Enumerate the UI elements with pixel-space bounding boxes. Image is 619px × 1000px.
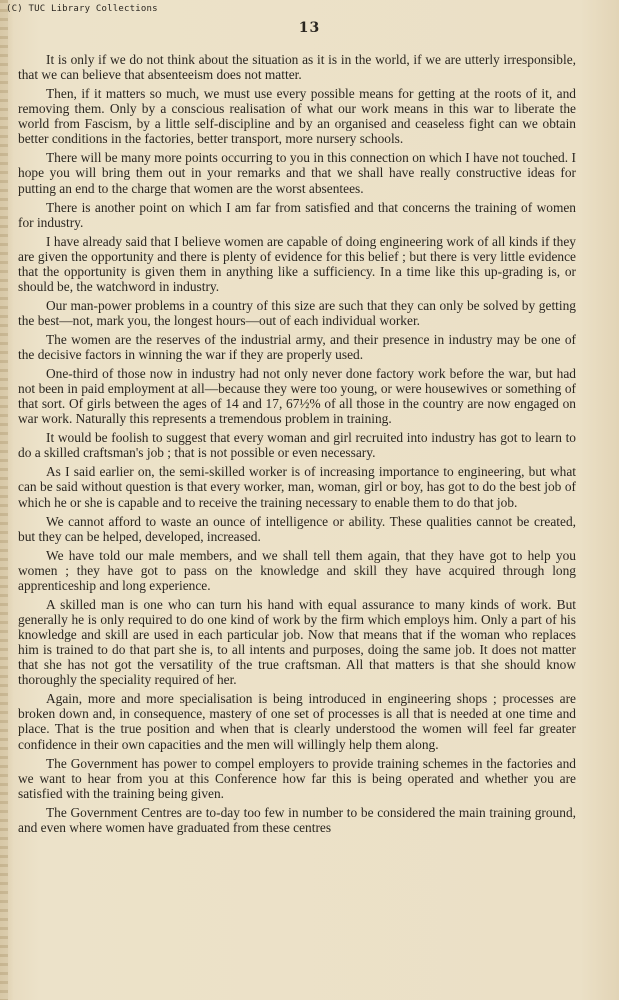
- paragraph: It is only if we do not think about the situation as it is in the world, if we are utterly irresponsible, that we can believe that absenteeism does not matter.: [18, 52, 576, 83]
- paragraph: We cannot afford to waste an ounce of intelligence or ability. These qualities cannot be created, but they can be helped, developed, increased.: [18, 513, 576, 544]
- paragraph: The women are the reserves of the industrial army, and their presence in industry may be one of the decisive factors in winning the war if they are properly used.: [18, 331, 576, 363]
- body-text: [18, 52, 576, 839]
- paragraph: As I said earlier on, the semi-skilled worker is of increasing importance to engineering, but what can be said without question is that every worker, man, woman, girl or boy, has got to do the best job of which he or she is capable and to receive the training necessary to enable them to do that job.: [18, 464, 576, 510]
- paragraph: We have told our male members, and we shall tell them again, that they have got to help you women ; they have got to pass on the knowledge and skill they have acquired through long apprenticeship and long experience.: [18, 547, 576, 593]
- paragraph: There is another point on which I am far from satisfied and that concerns the training of women for industry.: [18, 199, 576, 230]
- paragraph: One-third of those now in industry had not only never done factory work before the war, but had not been in paid employment at all—because they were too young, or were housewives or something of that sort. Of girls between the ages of 14 and 17, 67½% of all those in the country are now engaged on war work. Naturally this represents a tremendous problem in training.: [18, 366, 576, 427]
- paragraph: Again, more and more specialisation is being introduced in engineering shops ; processes are broken down and, in consequence, mastery of one set of processes is all that is needed at one time and place. That is the true position and when that is clearly understood the women will feel far greater confidence in their own capacities and the men will willingly help them along.: [18, 691, 576, 752]
- page-number: 13: [298, 20, 321, 36]
- paragraph: Then, if it matters so much, we must use every possible means for getting at the roots of it, and removing them. Only by a conscious realisation of what our work means in this war to liberate the world from Fascism, by a little self-discipline and by an organised and ceaseless fight can we obtain better conditions in the factories, better transport, more nursery schools.: [18, 86, 576, 147]
- binding-edge: [0, 0, 8, 1000]
- paragraph: The Government Centres are to-day too few in number to be considered the main training ground, and even where women have graduated from these centres: [18, 804, 576, 835]
- copyright-watermark: (C) TUC Library Collections: [6, 4, 158, 14]
- paragraph: I have already said that I believe women are capable of doing engineering work of all kinds if they are given the opportunity and there is plenty of evidence for this belief ; but there is very little evidence that the opportunity is given them in anything like a sufficiency. In a time like this up-grading is, or should be, the watchword in industry.: [18, 233, 576, 294]
- paragraph: Our man-power problems in a country of this size are such that they can only be solved by getting the best—not, mark you, the longest hours—out of each individual worker.: [18, 297, 576, 328]
- paragraph: It would be foolish to suggest that every woman and girl recruited into industry has got to learn to do a skilled craftsman's job ; that is not possible or even necessary.: [18, 430, 576, 461]
- paragraph: A skilled man is one who can turn his hand with equal assurance to many kinds of work. But generally he is only required to do one kind of work by the firm which employs him. Only a part of his knowledge and skill are used in each particular job. Now that means that if the woman who replaces him is trained to do that part she is, to all intents and purposes, doing the same job. It does not matter that she has not got the versatility of the true craftsman. All that matters is that she should know thoroughly the speciality required of her.: [18, 596, 576, 688]
- paragraph: There will be many more points occurring to you in this connection on which I have not touched. I hope you will bring them out in your remarks and that we shall have really constructive ideas for putting an end to the charge that women are the worst absentees.: [18, 150, 576, 196]
- paragraph: The Government has power to compel employers to provide training schemes in the factories and we want to hear from you at this Conference how far this is being operated and whether you are satisfied with the training being given.: [18, 755, 576, 801]
